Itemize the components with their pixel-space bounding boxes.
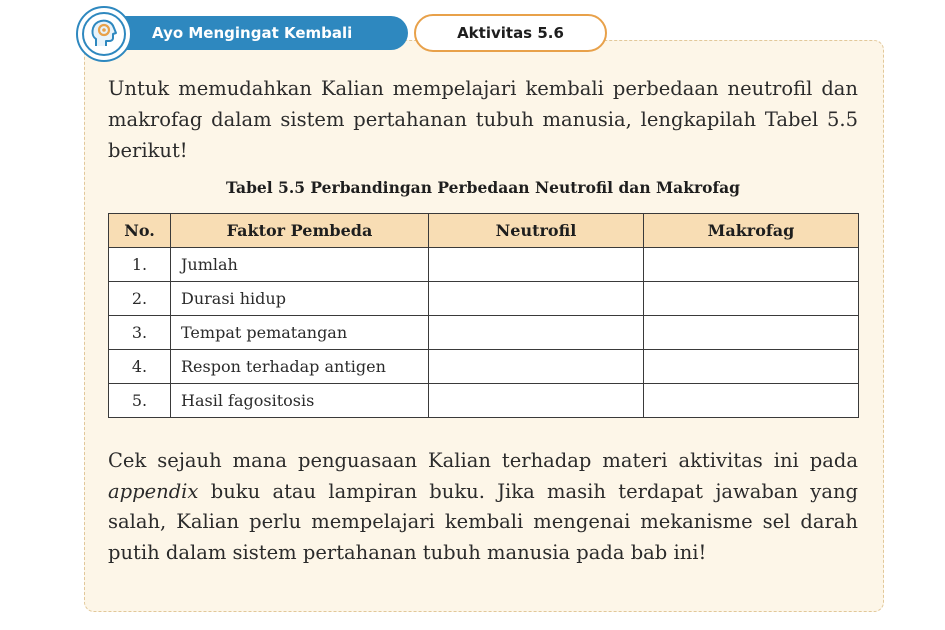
table-caption: Tabel 5.5 Perbandingan Perbedaan Neutrofil dan Makrofag: [225, 178, 740, 197]
intro-paragraph: Untuk memudahkan Kalian mempelajari kembali perbedaan neutrofil dan makrofag dalam sistem pertahanan tubuh manusia, lengkapilah Tabel 5.5 berikut!: [108, 77, 858, 162]
section-title: Ayo Mengingat Kembali: [152, 24, 353, 42]
row-number: 4.: [109, 350, 171, 384]
table-row: [109, 282, 859, 316]
neutrofil-answer-cell[interactable]: [429, 282, 644, 316]
closing-paragraph: [108, 446, 858, 568]
neutrofil-answer-cell[interactable]: [429, 316, 644, 350]
comparison-table: [108, 213, 859, 418]
row-number: 5.: [109, 384, 171, 418]
neutrofil-answer-cell[interactable]: [429, 384, 644, 418]
makrofag-answer-cell[interactable]: [644, 384, 859, 418]
header-factor: Faktor Pembeda: [171, 214, 429, 248]
appendix-emphasis: appendix: [108, 479, 199, 503]
row-factor: Tempat pematangan: [171, 316, 429, 350]
header-makrofag: Makrofag: [644, 214, 859, 248]
row-factor: Durasi hidup: [171, 282, 429, 316]
header-no: No.: [109, 214, 171, 248]
head-gear-icon: [78, 8, 130, 60]
neutrofil-answer-cell[interactable]: [429, 350, 644, 384]
makrofag-answer-cell[interactable]: [644, 248, 859, 282]
table-row: [109, 384, 859, 418]
table-row: [109, 316, 859, 350]
closing-text-end: buku atau lampiran buku. Jika masih terdapat jawaban yang salah, Kalian perlu mempelajari kembali mengenai mekanisme sel darah putih dalam sistem pertahanan tubuh manusia pada bab ini!: [108, 479, 858, 564]
table-header-row: [109, 214, 859, 248]
table-row: [109, 350, 859, 384]
makrofag-answer-cell[interactable]: [644, 316, 859, 350]
closing-text-start: Cek sejauh mana penguasaan Kalian terhadap materi aktivitas ini pada: [108, 449, 858, 472]
makrofag-answer-cell[interactable]: [644, 350, 859, 384]
row-factor: Jumlah: [171, 248, 429, 282]
section-icon-badge: [76, 6, 132, 62]
header-neutrofil: Neutrofil: [429, 214, 644, 248]
row-number: 2.: [109, 282, 171, 316]
neutrofil-answer-cell[interactable]: [429, 248, 644, 282]
row-factor: Hasil fagositosis: [171, 384, 429, 418]
row-number: 1.: [109, 248, 171, 282]
row-number: 3.: [109, 316, 171, 350]
table-row: [109, 248, 859, 282]
row-factor: Respon terhadap antigen: [171, 350, 429, 384]
makrofag-answer-cell[interactable]: [644, 282, 859, 316]
activity-number-badge: Aktivitas 5.6: [414, 14, 607, 52]
